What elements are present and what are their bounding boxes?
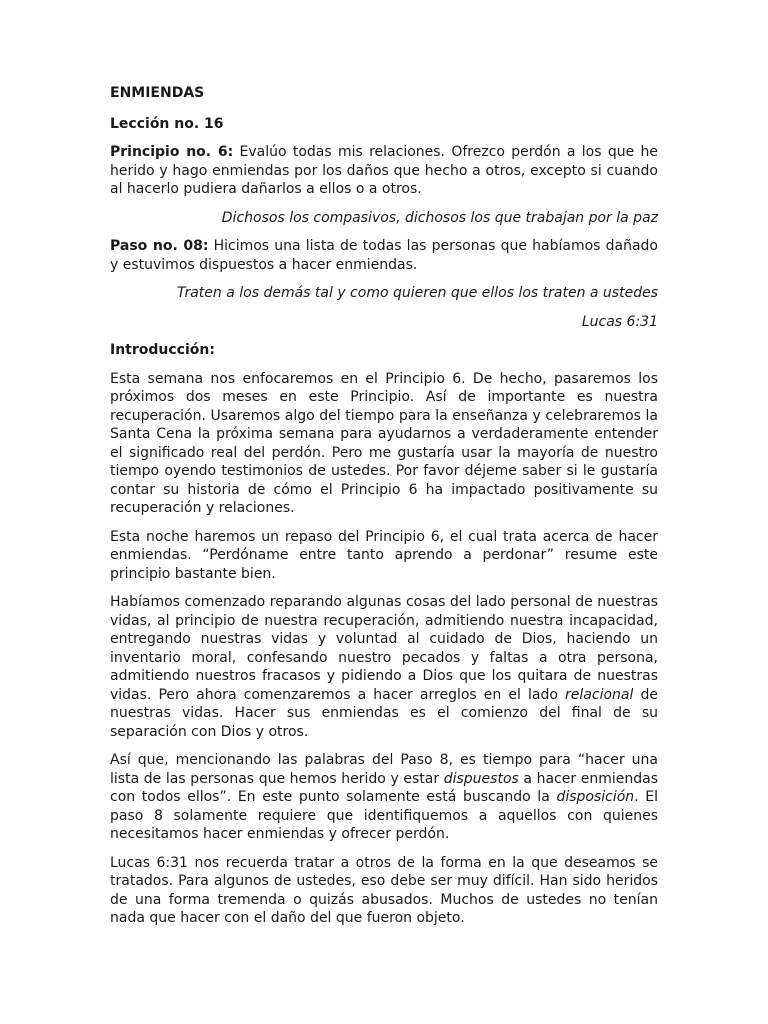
principle-label: Principio no. 6: (110, 144, 234, 160)
principle-paragraph (110, 143, 658, 199)
paragraph-4-part-b: a hacer enmiendas con todos ellos”. En este punto solamente está buscando la (110, 770, 658, 805)
verse-reference: Lucas 6:31 (581, 313, 658, 330)
paragraph-4 (110, 751, 658, 844)
paragraph-4-emphasis-2: disposición (556, 789, 635, 805)
paragraph-3-emphasis: relacional (565, 686, 634, 703)
step-label: Paso no. 08: (110, 238, 209, 254)
beatitude-quote: Dichosos los compasivos, dichosos los que trabajan por la paz (221, 209, 658, 226)
paragraph-3-part-a: Habíamos comenzado reparando algunas cosas del lado personal de nuestras vidas, al principio de nuestra recuperación, admitiendo nuestra incapacidad, entregando nuestras vidas y voluntad al cuidado de Dios, haciendo un inventario moral, confesando nuestro pecados y faltas a otra persona, admitiendo nuestros fracasos y pidiendo a Dios que los quitara de nuestras vidas. Pero ahora comenzaremos a hacer arreglos en el lado (110, 594, 658, 703)
verse-quote: Traten a los demás tal y como quieren que ellos los traten a ustedes (177, 285, 658, 301)
paragraph-3-part-b: de nuestras vidas. Hacer sus enmiendas es el comienzo del final de su separación con Dios y otros. (110, 686, 658, 740)
step-text: Hicimos una lista de todas las personas que habíamos dañado y estuvimos dispuestos a hacer enmiendas. (110, 238, 658, 273)
paragraph-5: Lucas 6:31 nos recuerda tratar a otros de la forma en la que deseamos se tratados. Para algunos de ustedes, eso debe ser muy difícil. Han sido heridos de una forma tremenda o quizás abusados. Muchos de ustedes no tenían nada que hacer con el daño del que fueron objeto. (110, 854, 658, 926)
principle-text: Evalúo todas mis relaciones. Ofrezco perdón a los que he herido y hago enmiendas por los daños que hecho a otros, excepto si cuando al hacerlo pudiera dañarlos a ellos o a otros. (110, 144, 659, 197)
paragraph-4-part-a: Así que, mencionando las palabras del Paso 8, es tiempo para “hacer una lista de las personas que hemos herido y estar (110, 752, 658, 787)
document-title: ENMIENDAS (110, 85, 205, 101)
paragraph-4-emphasis-1: dispuestos (443, 770, 519, 787)
paragraph-4-part-c: . El paso 8 solamente requiere que identifiquemos a aquellos con quienes necesitamos hacer enmiendas y ofrecer perdón. (110, 789, 659, 842)
paragraph-3 (110, 593, 658, 741)
paragraph-2: Esta noche haremos un repaso del Principio 6, el cual trata acerca de hacer enmiendas. “Perdóname entre tanto aprendo a perdonar” resume este principio bastante bien. (110, 528, 658, 582)
lesson-number: Lección no. 16 (110, 115, 224, 132)
paragraph-1: Esta semana nos enfocaremos en el Principio 6. De hecho, pasaremos los próximos dos meses en este Principio. Así de importante es nuestra recuperación. Usaremos algo del tiempo para la enseñanza y celebraremos la Santa Cena la próxima semana para ayudarnos a verdaderamente entender el significado real del perdón. Pero me gustaría usar la mayoría de nuestro tiempo oyendo testimonios de ustedes. Por favor déjeme saber si le gustaría contar su historia de cómo el Principio 6 ha impactado positivamente su recuperación y relaciones. (110, 370, 658, 516)
document-page (110, 84, 658, 938)
intro-heading: Introducción: (110, 342, 215, 358)
step-paragraph (110, 237, 658, 274)
